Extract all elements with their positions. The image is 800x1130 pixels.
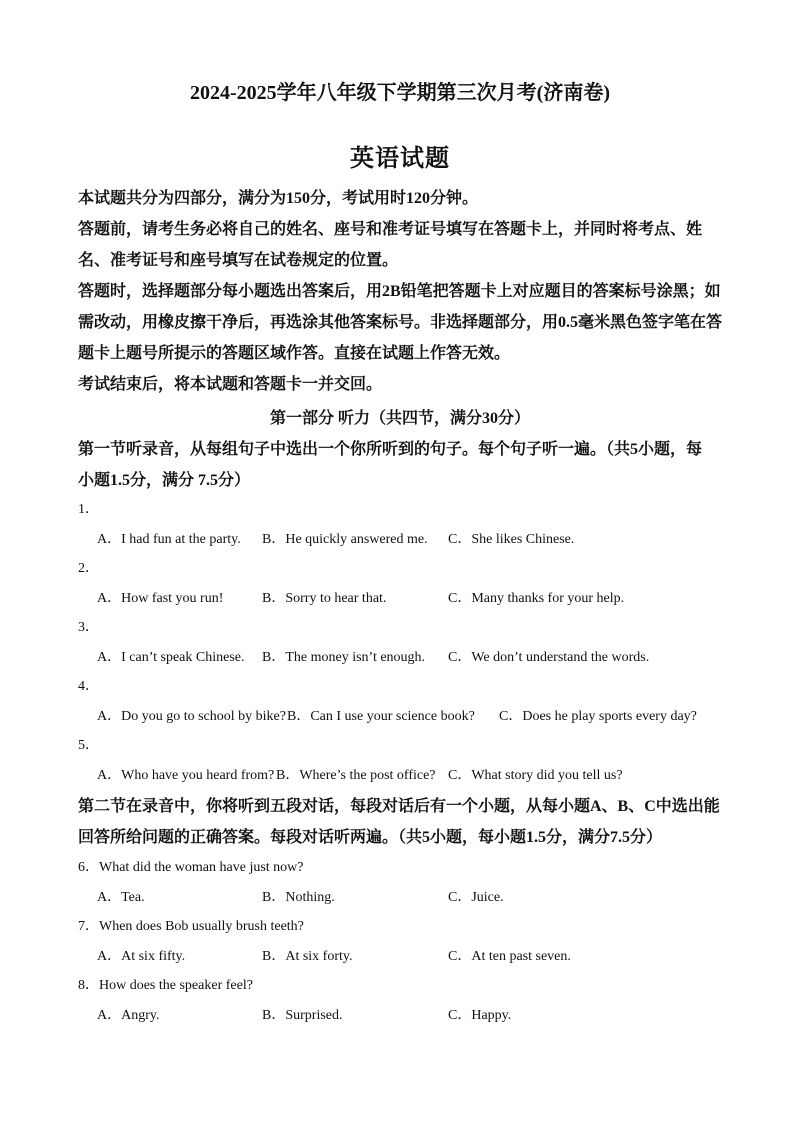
option-a: A．Tea. [97,890,145,905]
instruction-paragraph: 本试题共分为四部分，满分为150分，考试用时120分钟。 [78,190,479,207]
exam-title: 2024-2025学年八年级下学期第三次月考(济南卷) [190,82,610,104]
option-b: B．Can I use your science book? [287,709,475,724]
option-b: B．The money isn’t enough. [262,650,426,665]
option-a: A．Who have you heard from? [97,768,275,783]
option-c: C．Many thanks for your help. [448,591,625,606]
option-c: C．Happy. [448,1008,512,1023]
option-b: B．He quickly answered me. [262,532,428,547]
option-c: C．Does he play sports every day? [499,709,697,724]
section-instruction: 回答所给问题的正确答案。每段对话听两遍。（共5小题，每小题1.5分，满分7.5分） [78,829,663,846]
question-number: 3． [78,620,99,635]
option-a: A．I had fun at the party. [97,532,241,547]
option-a: A．I can’t speak Chinese. [97,650,245,665]
option-a: A．Angry. [97,1008,160,1023]
instruction-paragraph: 答题时，选择题部分每小题选出答案后，用2B铅笔把答题卡上对应题目的答案标号涂黑；如需改动，用橡皮擦干净后，再选涂其他答案标号。非选择题部分，用0.5毫米黑色签字笔在答题卡上题号所提示的答题区域作答。直接在试题上作答无效。 [78,283,723,362]
part-heading: 第一部分 听力（共四节，满分30分） [269,410,530,427]
option-b: B．At six forty. [262,949,353,964]
option-b: B．Surprised. [262,1008,343,1023]
question-number: 4． [78,679,99,694]
option-c: C．Juice. [448,890,504,905]
option-b: B．Where’s the post office? [276,768,436,783]
section-instruction: 第一节听录音，从每组句子中选出一个你所听到的句子。每个句子听一遍。（共5小题，每 [78,441,703,458]
question-number: 5． [78,738,99,753]
option-a: A．At six fifty. [97,949,186,964]
option-a: A．Do you go to school by bike? [97,709,286,724]
question-stem: 6．What did the woman have just now? [78,860,304,875]
option-c: C．She likes Chinese. [448,532,575,547]
option-c: C．We don’t understand the words. [448,650,650,665]
option-b: B．Sorry to hear that. [262,591,387,606]
question-number: 2． [78,561,99,576]
question-stem: 8．How does the speaker feel? [78,978,253,993]
question-number: 1． [78,502,99,517]
section-instruction: 小题1.5分，满分 7.5分） [78,472,251,489]
section-instruction: 第二节在录音中，你将听到五段对话，每段对话后有一个小题，从每小题A、B、C中选出能 [78,798,720,815]
option-b: B．Nothing. [262,890,335,905]
subject-title: 英语试题 [350,146,450,172]
option-c: C．At ten past seven. [448,949,571,964]
instruction-paragraph: 答题前，请考生务必将自己的姓名、座号和准考证号填写在答题卡上，并同时将考点、姓名、准考证号和座号填写在试卷规定的位置。 [78,221,703,269]
option-c: C．What story did you tell us? [448,768,623,783]
instruction-paragraph: 考试结束后，将本试题和答题卡一并交回。 [78,376,383,393]
option-a: A．How fast you run! [97,591,224,606]
question-stem: 7．When does Bob usually brush teeth? [78,919,304,934]
